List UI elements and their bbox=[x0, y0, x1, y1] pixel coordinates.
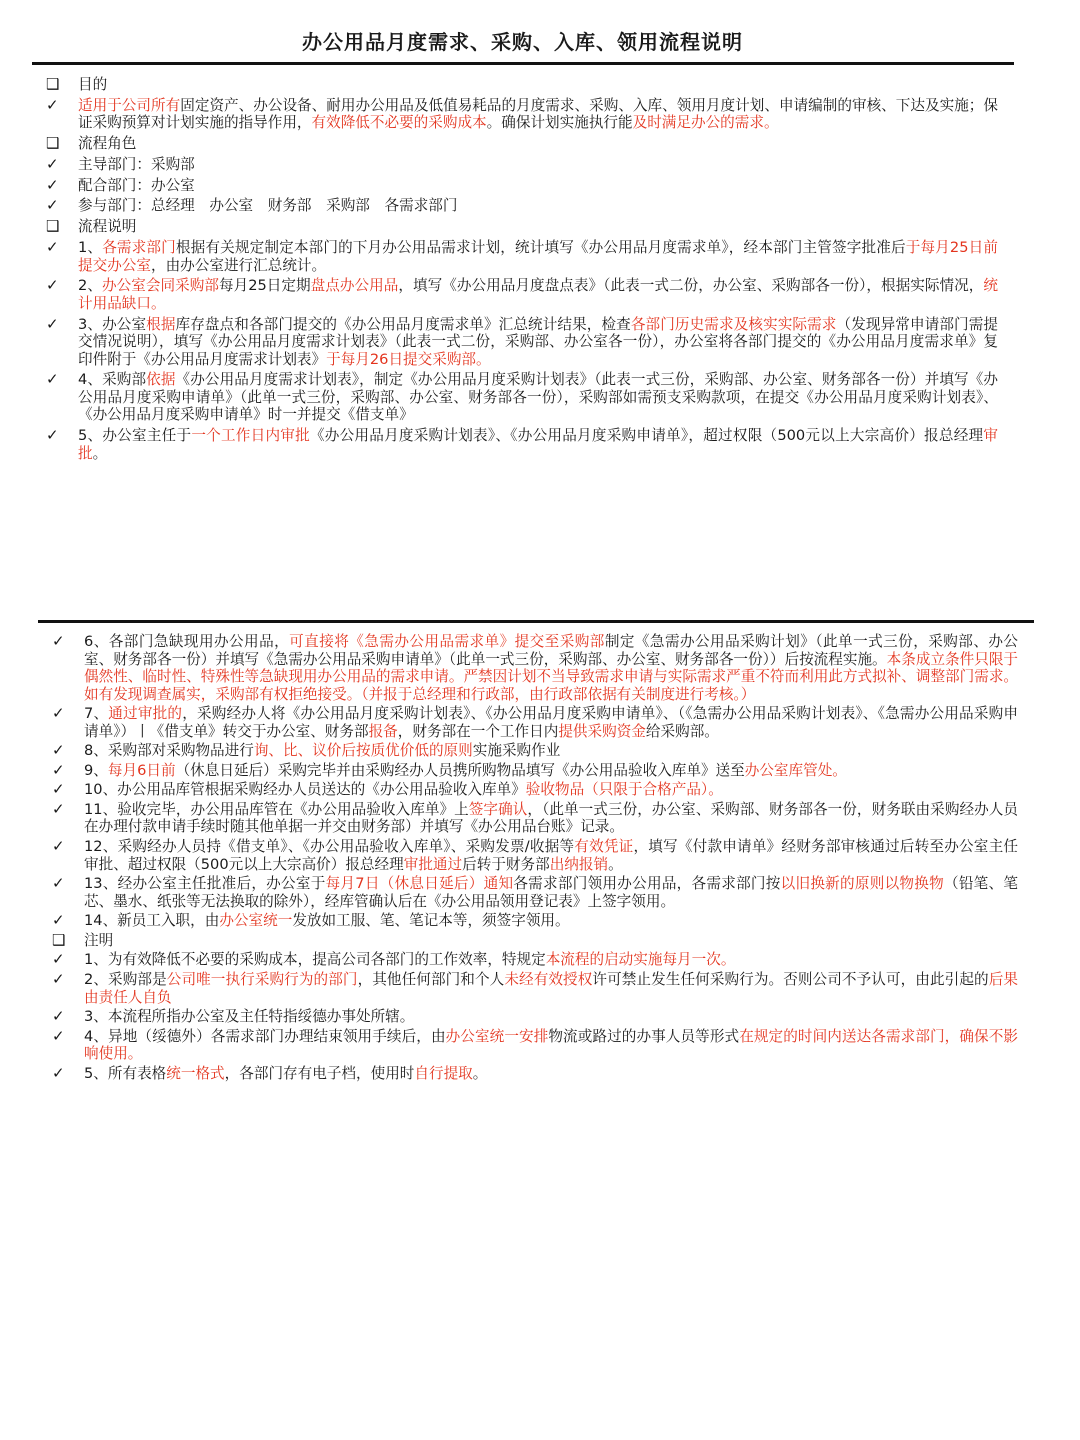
highlight-text: 可直接将《急需办公用品需求单》提交至采购部 bbox=[289, 633, 605, 650]
body-text: 10、办公用品库管根据采购经办人员送达的《办公用品验收入库单》 bbox=[84, 781, 526, 799]
check-icon: ✓ bbox=[46, 196, 59, 215]
note-3-text bbox=[84, 1008, 1018, 1026]
body-text: 5、所有表格 bbox=[84, 1064, 167, 1082]
checkbox-icon: ❑ bbox=[46, 75, 60, 93]
highlight-text: 统一格式 bbox=[166, 1064, 225, 1082]
step-13-text bbox=[84, 875, 1018, 910]
highlight-text: 未经有效授权 bbox=[504, 971, 593, 989]
note-item bbox=[52, 1065, 1018, 1083]
check-icon: ✓ bbox=[46, 276, 59, 295]
step-item bbox=[46, 371, 998, 424]
body-text: 3、办公室 bbox=[78, 315, 147, 333]
step-5-text bbox=[78, 427, 998, 462]
step-11-text bbox=[84, 801, 1018, 836]
purpose-row bbox=[46, 97, 998, 132]
body-text: （休息日延后）采购完毕并由采购经办人员携所购物品填写《办公用品验收入库单》送至 bbox=[175, 761, 745, 779]
body-text: ，填写《付款申请单》经财务部审核通过后转至办公室主任审批、超过权限（500元以上大宗高价）报总经理 bbox=[84, 838, 1018, 873]
check-icon: ✓ bbox=[46, 370, 59, 389]
body-text: ，填写《办公用品月度盘点表》（此表一式二份，办公室、采购部各一份），根据实际情况， bbox=[398, 277, 984, 295]
process-heading: 流程说明 bbox=[78, 218, 137, 236]
check-icon: ✓ bbox=[52, 1026, 65, 1045]
step-1-text bbox=[78, 239, 998, 274]
check-icon: ✓ bbox=[52, 799, 65, 818]
body-text: ，由办公室进行汇总统计。 bbox=[150, 256, 327, 274]
note-1-text bbox=[84, 951, 1018, 969]
highlight-text: 验收物品（只限于合格产品）。 bbox=[525, 781, 723, 799]
body-text: 后转于财务部 bbox=[462, 855, 550, 873]
body-text: （发现异常申请部门需提交情况说明），填写《办公用品月度需求计划表》（此表一式二份，采购部、办公室各一份），办公室将各部门提交的《办公用品月度需求单》复印件附于《办公用品月度需求计划表》 bbox=[78, 315, 998, 368]
highlight-text: 各部门历史需求及核实实际需求 bbox=[630, 315, 837, 333]
body-text: 2、采购部是 bbox=[84, 971, 167, 989]
body-text: 14、新员工入职，由 bbox=[84, 912, 220, 930]
highlight-text: 及时满足办公的需求。 bbox=[632, 114, 779, 132]
note-item bbox=[52, 971, 1018, 1006]
role-item bbox=[46, 197, 998, 215]
body-text: 制定《急需办公用品采购计划》（此单一式三份，采购部、办公室、财务部各一份）并填写《急需办公用品采购申请单》（此单一式三份，采购部、办公室、财务部各一份））后按流程实施。 bbox=[84, 633, 1018, 668]
step-14-text bbox=[84, 912, 1018, 930]
highlight-text: 每月6日前 bbox=[107, 761, 176, 779]
highlight-text: 本条成立条件只限于偶然性、临时性、特殊性等急缺现用办公用品的需求申请。严禁因计划不当导致需求申请与实际需求严重不符而利用此方式拟补、调整部门需求。如有发现调查属实，采购部有权拒绝接受。（并报于总经理和行政部，由行政部依据有关制度进行考核。） bbox=[84, 650, 1019, 703]
highlight-text: 以旧换新的原则以物换物 bbox=[780, 875, 944, 893]
highlight-text: 通过审批的 bbox=[108, 705, 183, 723]
notes-heading: 注明 bbox=[84, 931, 114, 949]
highlight-text: 有效降低不必要的采购成本 bbox=[311, 114, 487, 132]
body-text: ，其他任何部门和个人 bbox=[357, 971, 505, 989]
step-3-text bbox=[78, 316, 998, 369]
step-6-text bbox=[84, 633, 1018, 703]
checkbox-icon: ❑ bbox=[52, 930, 66, 949]
highlight-text: 在规定的时间内送达各需求部门，确保不影响使用。 bbox=[84, 1027, 1018, 1063]
highlight-text: 办公室统一 bbox=[219, 912, 293, 930]
body-text: 9、 bbox=[84, 761, 108, 779]
step-item bbox=[46, 239, 998, 274]
body-text: 库存盘点和各部门提交的《办公用品月度需求单》汇总统计结果，检查 bbox=[175, 315, 631, 333]
role-support: 配合部门：办公室 bbox=[78, 176, 195, 194]
highlight-text: 出纳报销 bbox=[549, 855, 609, 873]
step-10-text bbox=[84, 781, 1018, 799]
check-icon: ✓ bbox=[46, 426, 59, 445]
highlight-text: 一个工作日内审批 bbox=[191, 427, 310, 445]
body-text: 4、异地（绥德外）各需求部门办理结束领用手续后，由 bbox=[84, 1027, 446, 1045]
highlight-text: 提供采购资金 bbox=[558, 722, 646, 740]
purpose-text bbox=[78, 97, 998, 132]
highlight-text: 盘点办公用品 bbox=[310, 277, 399, 295]
body-text: 根据有关规定制定本部门的下月办公用品需求计划，统计填写《办公用品月度需求单》，经本部门主管签字批准后 bbox=[175, 239, 906, 257]
body-text: 给采购部。 bbox=[645, 722, 719, 740]
check-icon: ✓ bbox=[52, 760, 65, 779]
check-icon: ✓ bbox=[46, 238, 59, 257]
top-divider bbox=[32, 62, 1014, 65]
check-icon: ✓ bbox=[46, 154, 59, 173]
body-text: 3、本流程所指办公室及主任特指绥德办事处所辖。 bbox=[84, 1008, 415, 1026]
step-item bbox=[52, 875, 1018, 910]
note-4-text bbox=[84, 1028, 1018, 1063]
body-text: 。 bbox=[608, 855, 623, 873]
check-icon: ✓ bbox=[46, 175, 59, 194]
highlight-text: 审批 bbox=[78, 427, 998, 462]
highlight-text: 每月7日（休息日延后）通知 bbox=[325, 875, 514, 893]
step-item bbox=[52, 838, 1018, 873]
role-participants: 参与部门：总经理 办公室 财务部 采购部 各需求部门 bbox=[78, 197, 458, 215]
body-text: 6、各部门急缺现用办公用品， bbox=[84, 633, 290, 650]
step-item bbox=[46, 316, 998, 369]
notes-heading-row bbox=[52, 932, 1018, 950]
body-text: 8、采购部对采购物品进行 bbox=[84, 742, 254, 760]
highlight-text: 于每月25日前提交办公室 bbox=[78, 239, 998, 274]
bottom-section bbox=[52, 633, 1018, 1084]
check-icon: ✓ bbox=[52, 911, 65, 930]
highlight-text: 适用于公司所有 bbox=[78, 96, 181, 114]
highlight-text: 于每月26日提交采购部。 bbox=[326, 350, 491, 368]
body-text: （铅笔、笔芯、墨水、纸张等无法换取的除外），经库管确认后在《办公用品领用登记表》上签字领用。 bbox=[84, 875, 1018, 910]
highlight-text: 公司唯一执行采购行为的部门 bbox=[166, 971, 358, 989]
step-item bbox=[52, 762, 1018, 780]
body-text: 4、采购部 bbox=[78, 371, 147, 389]
check-icon: ✓ bbox=[52, 970, 65, 989]
checkbox-icon: ❑ bbox=[46, 217, 60, 236]
check-icon: ✓ bbox=[52, 704, 65, 723]
highlight-text: 后果由责任人自负 bbox=[84, 971, 1018, 1006]
highlight-text: 审批通过 bbox=[403, 855, 463, 873]
checkbox-icon: ❑ bbox=[46, 134, 60, 153]
note-5-text bbox=[84, 1065, 1018, 1083]
role-item bbox=[46, 156, 998, 174]
check-icon: ✓ bbox=[52, 874, 65, 893]
body-text: 。 bbox=[472, 1064, 488, 1082]
body-text: 2、 bbox=[78, 277, 102, 295]
highlight-text: 根据 bbox=[146, 315, 176, 333]
step-item bbox=[46, 427, 998, 462]
body-text: 每月25日定期 bbox=[218, 277, 311, 295]
purpose-heading-row bbox=[46, 76, 998, 94]
note-item bbox=[52, 951, 1018, 969]
note-item bbox=[52, 1028, 1018, 1063]
body-text: 。确保计划实施执行能 bbox=[486, 114, 633, 132]
body-text: 。 bbox=[92, 444, 108, 462]
step-item bbox=[52, 742, 1018, 760]
step-item bbox=[52, 781, 1018, 799]
check-icon: ✓ bbox=[52, 1063, 65, 1082]
highlight-text: 有效凭证 bbox=[574, 838, 634, 856]
middle-divider bbox=[38, 620, 1034, 623]
body-text: 12、采购经办人员持《借支单》、《办公用品验收入库单》、采购发票/收据等 bbox=[84, 838, 575, 856]
body-text: 1、为有效降低不必要的采购成本，提高公司各部门的工作效率，特规定 bbox=[84, 951, 546, 969]
body-text: 物流或路过的办事人员等形式 bbox=[548, 1027, 740, 1045]
body-text: ，（此单一式三份，办公室、采购部、财务部各一份，财务联由采购经办人员在办理付款申请手续时随其他单据一并交由财务部）并填写《办公用品台账》记录。 bbox=[84, 800, 1018, 836]
highlight-text: 统计用品缺口。 bbox=[78, 277, 998, 312]
body-text: 7、 bbox=[84, 705, 109, 723]
step-7-text bbox=[84, 705, 1018, 740]
check-icon: ✓ bbox=[52, 950, 65, 969]
body-text: 5、办公室主任于 bbox=[78, 427, 192, 445]
check-icon: ✓ bbox=[52, 837, 65, 856]
body-text: 实施采购作业 bbox=[472, 742, 561, 760]
highlight-text: 本流程的启动实施每月一次。 bbox=[545, 951, 736, 969]
body-text: 发放如工服、笔、笔记本等，须签字领用。 bbox=[292, 912, 570, 930]
check-icon: ✓ bbox=[46, 95, 59, 114]
step-item bbox=[52, 801, 1018, 836]
step-12-text bbox=[84, 838, 1018, 873]
role-lead: 主导部门：采购部 bbox=[78, 155, 195, 173]
highlight-text: 依据 bbox=[146, 371, 176, 389]
step-8-text bbox=[84, 742, 1018, 760]
roles-heading-row bbox=[46, 135, 998, 153]
step-2-text bbox=[78, 277, 998, 312]
body-text: 许可禁止发生任何采购行为。否则公司不予认可，由此引起的 bbox=[592, 971, 989, 989]
step-item bbox=[46, 277, 998, 312]
body-text: ，各部门存有电子档，使用时 bbox=[224, 1064, 415, 1082]
highlight-text: 自行提取 bbox=[414, 1064, 473, 1082]
body-text: ，财务部在一个工作日内 bbox=[397, 722, 559, 740]
process-heading-row bbox=[46, 218, 998, 236]
body-text: 固定资产、办公设备、耐用办公用品及低值易耗品的月度需求、采购、入库、领用月度计划、申请编制的审核、下达及实施；保证采购预算对计划实施的指导作用， bbox=[78, 96, 998, 132]
highlight-text: 报备 bbox=[368, 722, 398, 740]
body-text: 各需求部门领用办公用品，各需求部门按 bbox=[513, 875, 781, 893]
body-text: 13、经办公室主任批准后，办公室于 bbox=[84, 875, 326, 893]
highlight-text: 签字确认 bbox=[468, 800, 528, 818]
document-title: 办公用品月度需求、采购、入库、领用流程说明 bbox=[302, 30, 743, 54]
check-icon: ✓ bbox=[52, 741, 65, 760]
role-item bbox=[46, 177, 998, 195]
purpose-heading: 目的 bbox=[78, 76, 108, 93]
highlight-text: 办公室统一安排 bbox=[445, 1027, 549, 1045]
body-text: 《办公用品月度采购计划表》、《办公用品月度采购申请单》，超过权限（500元以上大宗高价）报总经理 bbox=[309, 427, 984, 445]
roles-heading: 流程角色 bbox=[78, 135, 137, 153]
note-2-text bbox=[84, 971, 1018, 1006]
body-text: 11、验收完毕，办公用品库管在《办公用品验收入库单》上 bbox=[84, 800, 469, 818]
body-text: 1、 bbox=[78, 239, 103, 257]
step-9-text bbox=[84, 762, 1018, 780]
note-item bbox=[52, 1008, 1018, 1026]
check-icon: ✓ bbox=[46, 314, 59, 333]
top-section bbox=[46, 76, 998, 466]
check-icon: ✓ bbox=[52, 780, 65, 799]
step-4-text bbox=[78, 371, 998, 424]
check-icon: ✓ bbox=[52, 632, 65, 650]
step-item bbox=[52, 912, 1018, 930]
highlight-text: 办公室库管处。 bbox=[744, 761, 847, 779]
highlight-text: 各需求部门 bbox=[102, 239, 176, 257]
step-item bbox=[52, 705, 1018, 740]
highlight-text: 询、比、议价后按质优价低的原则 bbox=[253, 742, 473, 760]
body-text: ，采购经办人将《办公用品月度采购计划表》、《办公用品月度采购申请单》、（《急需办公用品采购计划表》、《急需办公用品采购申请单》）丨《借支单》转交于办公室、财务部 bbox=[84, 705, 1018, 740]
check-icon: ✓ bbox=[52, 1007, 65, 1026]
body-text: 《办公用品月度需求计划表》，制定《办公用品月度采购计划表》（此表一式三份，采购部、办公室、财务部各一份）并填写《办公用品月度采购申请单》（此单一式三份，采购部、办公室、财务部各一份），采购部如需预支采购款项，在提交《办公用品月度采购计划表》、《办公用品月度采购申请单》时一并提交《借支单》 bbox=[78, 371, 998, 424]
highlight-text: 办公室会同采购部 bbox=[101, 277, 219, 295]
step-item bbox=[52, 633, 1018, 703]
